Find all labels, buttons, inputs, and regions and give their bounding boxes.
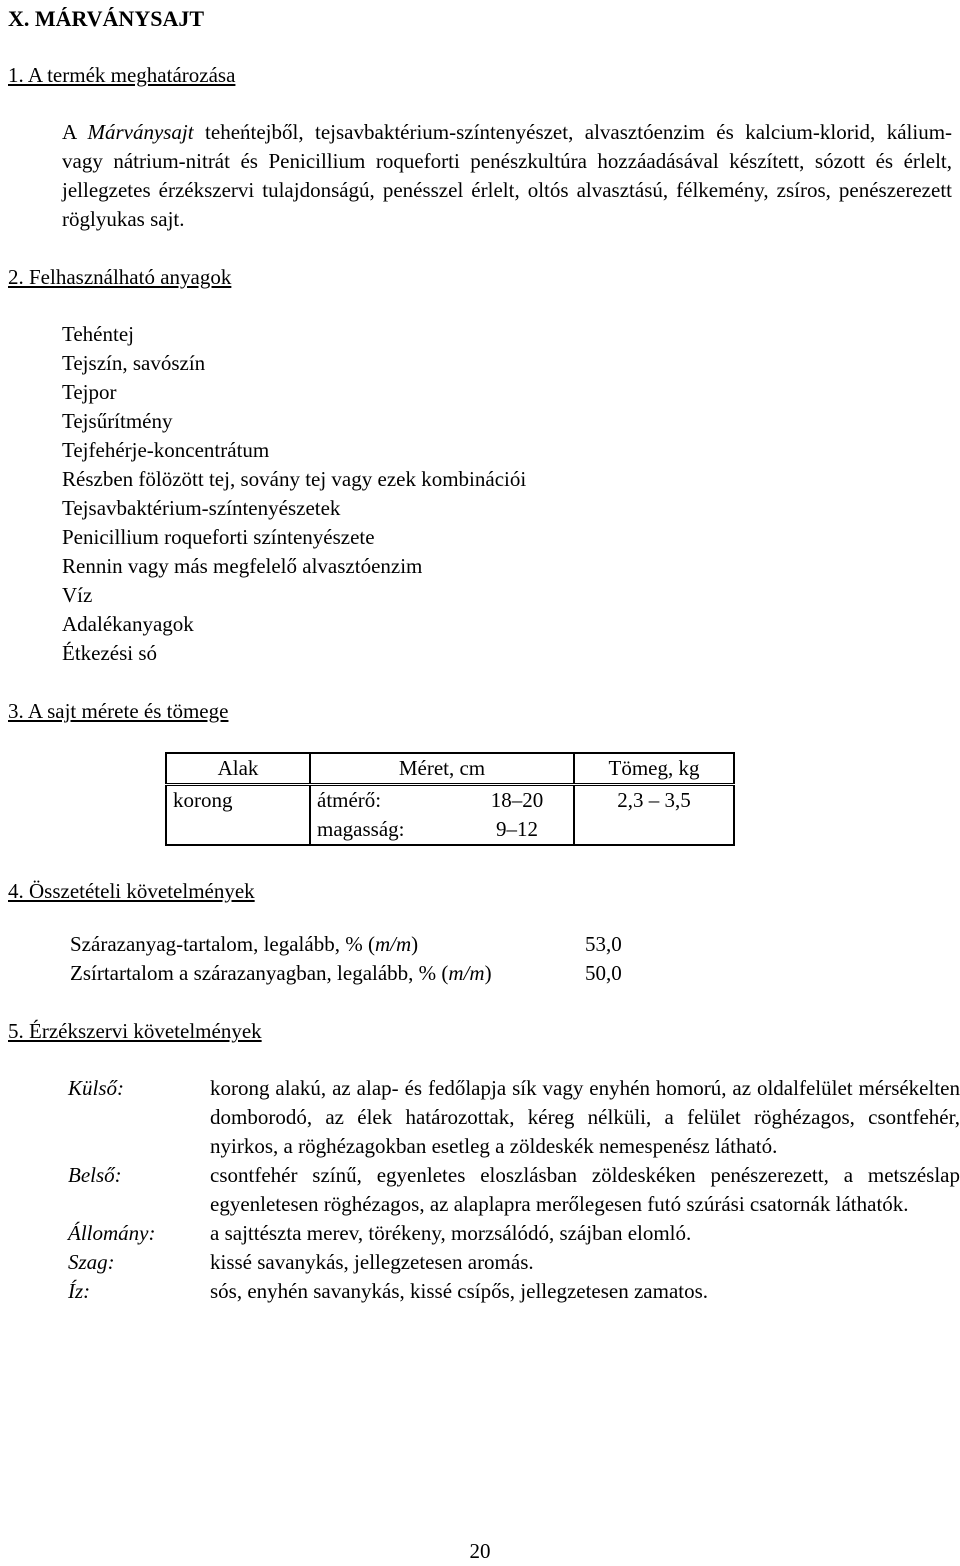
dimension-value: 18–20 [490, 788, 544, 812]
document-title: X. MÁRVÁNYSAJT [8, 6, 205, 31]
table-row [166, 785, 734, 846]
list-item: Tejszín, savószín [62, 351, 206, 375]
section-heading-composition: 4. Összetételi követelmények [8, 879, 255, 903]
sensory-row [68, 1248, 960, 1277]
composition-label [70, 930, 585, 959]
product-name: Márványsajt [87, 120, 194, 144]
dimension-label: magasság: [317, 817, 405, 841]
sensory-text: csontfehér színű, egyenletes eloszlásban zöldeskéken penészerezett, a metszéslap egyenletesen röghézagos, az alaplapra merőlegesen futó szúrási csatornák láthatók. [210, 1163, 960, 1216]
composition-unit: m/m [448, 961, 485, 985]
sensory-label: Íz: [68, 1279, 91, 1303]
composition-row [70, 930, 645, 959]
list-item: Rennin vagy más megfelelő alvasztóenzim [62, 554, 423, 578]
section-heading-definition: 1. A termék meghatározása [8, 63, 236, 87]
list-item: Tejsűrítmény [62, 409, 173, 433]
dimension-value: 9–12 [496, 817, 538, 841]
composition-label [70, 959, 585, 988]
composition-label-text: Szárazanyag-tartalom, legalább, % ( [70, 932, 375, 956]
sensory-text: sós, enyhén savanykás, kissé csípős, jellegzetesen zamatos. [210, 1279, 709, 1303]
cell-shape: korong [166, 785, 310, 846]
ingredient-list [62, 320, 526, 668]
sensory-row [68, 1277, 960, 1306]
section-heading-ingredients: 2. Felhasználható anyagok [8, 265, 232, 289]
dimension-label: átmérő: [317, 788, 382, 812]
sensory-list [68, 1074, 960, 1306]
section-heading-size: 3. A sajt mérete és tömege [8, 699, 229, 723]
sensory-text: korong alakú, az alap- és fedőlapja sík vagy enyhén homorú, az oldalfelület mérsékelten domborodó, az élek határozottak, kéreg nélküli, a felület röghézagos, csontfehér, nyirkos, a röghézagokban esetleg a zöldeskék nemespenész látható. [210, 1076, 960, 1158]
list-item: Tehéntej [62, 322, 134, 346]
header-weight: Tömeg, kg [574, 753, 734, 785]
composition-label-end: ) [411, 932, 419, 956]
sensory-row [68, 1074, 960, 1161]
cell-weight: 2,3 – 3,5 [574, 785, 734, 846]
composition-value: 53,0 [585, 932, 622, 956]
sensory-label: Szag: [68, 1250, 115, 1274]
header-shape: Alak [166, 753, 310, 785]
composition-unit: m/m [374, 932, 412, 956]
definition-article: A [62, 120, 77, 144]
list-item: Víz [62, 583, 93, 607]
sensory-label: Belső: [68, 1163, 122, 1187]
sensory-text: a sajttészta merev, törékeny, morzsálódó, szájban elomló. [210, 1221, 692, 1245]
cell-size [310, 785, 574, 846]
sensory-row [68, 1161, 960, 1219]
definition-text: teheńtejből, tejsavbaktérium-színtenyészet, alvasztóenzim és kalcium-klorid, kálium- vagy nátrium-nitrát és Penicillium roqueforti penészkultúra hozzáadásával készített, sózott és érlelt, jellegzetes érzékszervi tulajdonságú, penésszel érlelt, oltós alvasztású, félkemény, zsíros, penészerezett röglyukas sajt. [62, 120, 953, 231]
list-item: Adalékanyagok [62, 612, 194, 636]
sensory-label: Állomány: [68, 1221, 156, 1245]
header-size: Méret, cm [310, 753, 574, 785]
size-weight-table [165, 752, 735, 846]
composition-label-text: Zsírtartalom a szárazanyagban, legalább, % ( [70, 961, 449, 985]
list-item: Tejsavbaktérium-színtenyészetek [62, 496, 341, 520]
page-number: 20 [469, 1539, 491, 1563]
table-header-row [166, 753, 734, 785]
composition-value: 50,0 [585, 961, 622, 985]
composition-row [70, 959, 645, 988]
section-heading-sensory: 5. Érzékszervi követelmények [8, 1019, 262, 1043]
composition-list [70, 930, 645, 988]
list-item: Tejpor [62, 380, 117, 404]
sensory-text: kissé savanykás, jellegzetesen aromás. [210, 1250, 534, 1274]
definition-paragraph [62, 118, 952, 234]
list-item: Részben fölözött tej, sovány tej vagy ezek kombinációi [62, 467, 527, 491]
list-item: Tejfehérje-koncentrátum [62, 438, 270, 462]
composition-label-end: ) [484, 961, 492, 985]
list-item: Étkezési só [62, 641, 158, 665]
list-item: Penicillium roqueforti színtenyészete [62, 525, 375, 549]
sensory-label: Külső: [68, 1076, 125, 1100]
dimension-row [317, 815, 567, 844]
sensory-row [68, 1219, 960, 1248]
dimension-row [317, 786, 567, 815]
